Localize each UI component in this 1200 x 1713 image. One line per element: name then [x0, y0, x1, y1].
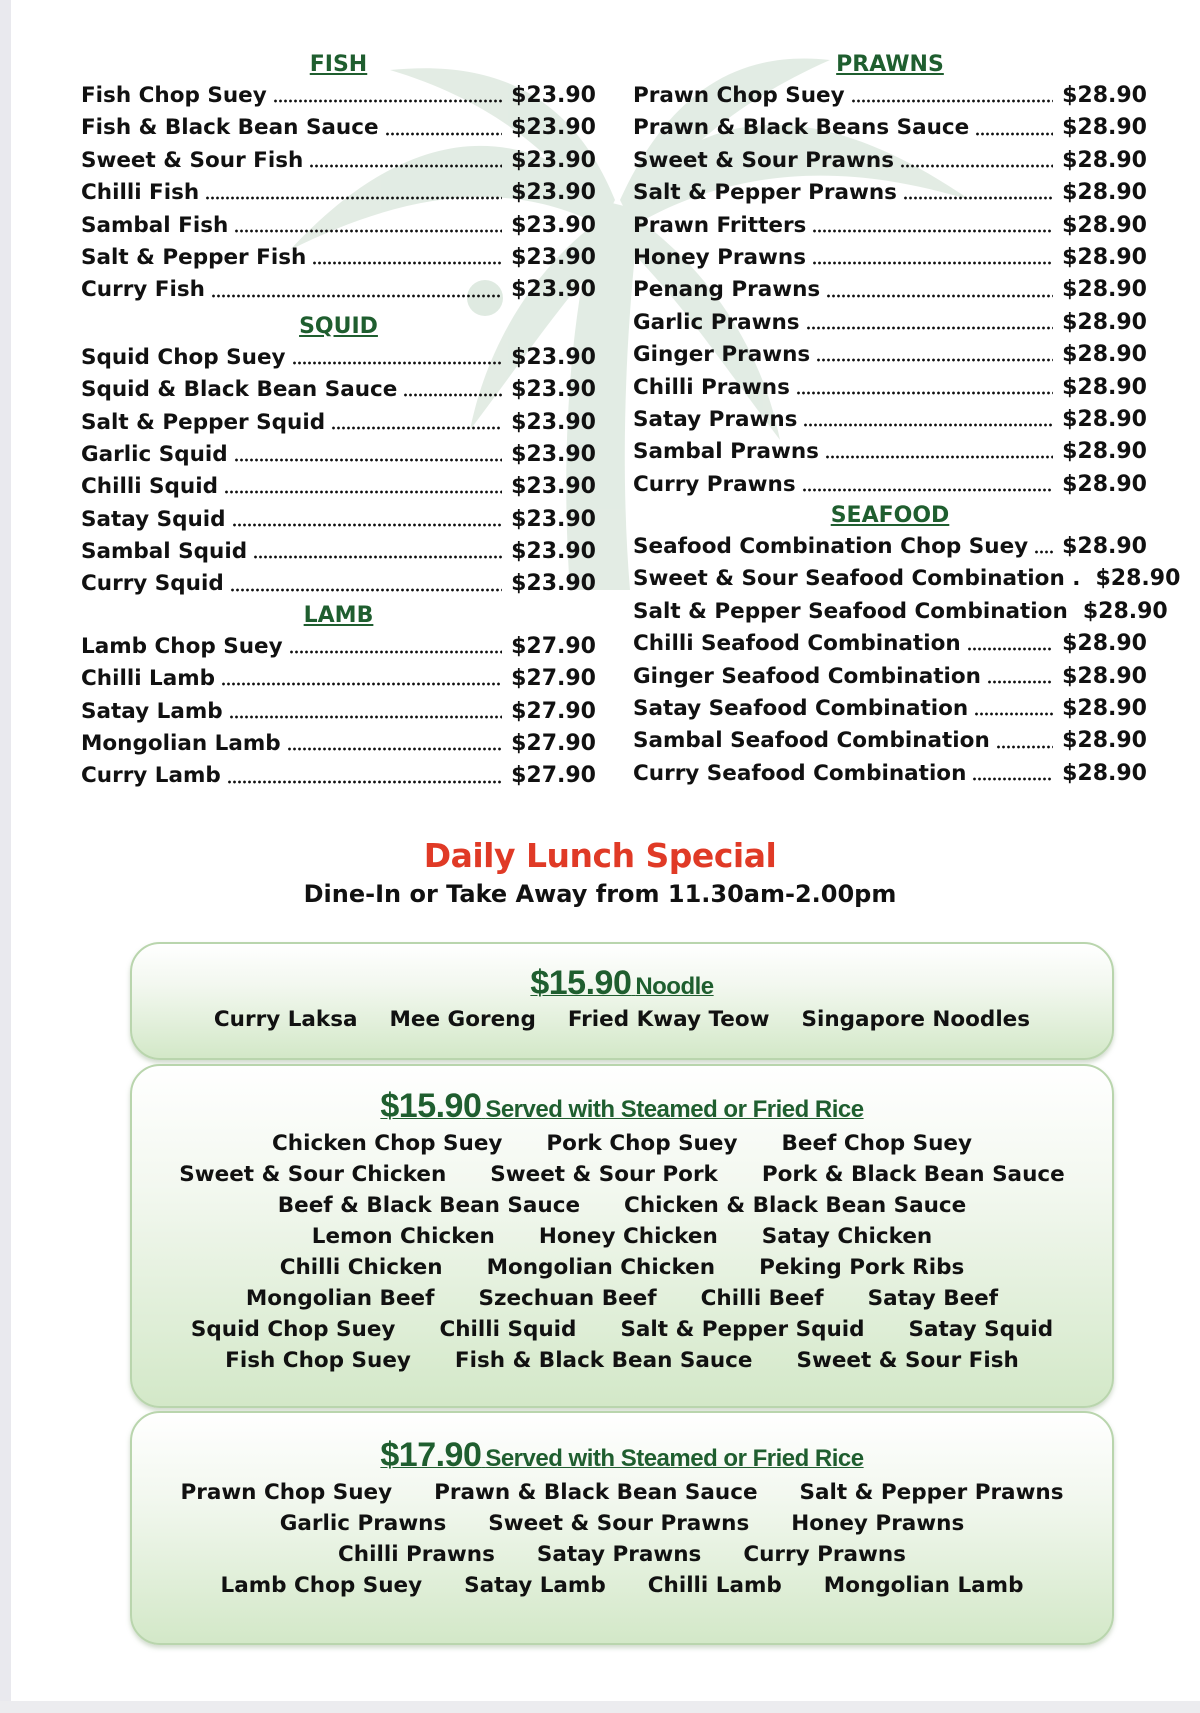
menu-item-price: $27.90 — [511, 763, 596, 789]
menu-item-price: $28.90 — [1062, 342, 1147, 368]
special-dish: Chilli Prawns — [338, 1542, 495, 1567]
menu-item-price: $27.90 — [511, 731, 596, 757]
dot-leader — [232, 523, 502, 527]
menu-item-name: Ginger Prawns — [633, 342, 811, 368]
menu-item-price: $23.90 — [511, 244, 596, 270]
menu-item — [81, 536, 596, 568]
menu-item — [633, 436, 1147, 468]
special-dish: Peking Pork Ribs — [759, 1255, 965, 1280]
dot-leader — [205, 196, 502, 200]
menu-item — [81, 145, 596, 177]
menu-item — [633, 628, 1147, 660]
menu-item-name: Satay Squid — [81, 506, 226, 532]
menu-item-price: $28.90 — [1062, 277, 1147, 303]
rice-1590-special-label: Served with Steamed or Fried Rice — [485, 1096, 864, 1123]
dot-leader — [230, 588, 502, 592]
menu-item-name: Honey Prawns — [633, 244, 806, 270]
menu-item-price: $28.90 — [1082, 598, 1168, 624]
menu-item-name: Salt & Pepper Seafood Combination — [633, 598, 1068, 624]
menu-item — [81, 342, 596, 374]
menu-item-name: Sweet & Sour Seafood Combination . — [633, 566, 1081, 592]
special-dish: Beef & Black Bean Sauce — [277, 1193, 581, 1218]
special-dish: Mongolian Lamb — [823, 1573, 1024, 1598]
menu-item — [81, 663, 596, 695]
special-dish: Mee Goreng — [389, 1007, 536, 1032]
special-row — [132, 1159, 1112, 1190]
special-dish: Singapore Noodles — [801, 1007, 1031, 1032]
menu-item — [633, 469, 1147, 501]
special-dish: Garlic Prawns — [279, 1511, 447, 1536]
menu-item — [633, 404, 1147, 436]
menu-item-price: $28.90 — [1062, 244, 1147, 270]
special-dish: Chilli Squid — [439, 1317, 577, 1342]
menu-item-name: Sweet & Sour Fish — [81, 147, 304, 173]
menu-item — [81, 728, 596, 760]
special-dish: Satay Chicken — [761, 1224, 933, 1249]
menu-item-name: Chilli Fish — [81, 180, 200, 206]
special-dish: Fried Kway Teow — [567, 1007, 770, 1032]
special-dish: Pork & Black Bean Sauce — [761, 1162, 1065, 1187]
dot-leader — [812, 261, 1053, 265]
dot-leader — [972, 777, 1053, 781]
dot-leader — [803, 423, 1053, 427]
dot-leader — [796, 391, 1053, 395]
menu-item — [81, 439, 596, 471]
dot-leader — [273, 99, 502, 103]
menu-item — [633, 372, 1147, 404]
menu-item — [81, 177, 596, 209]
menu-item-price: $28.90 — [1062, 471, 1147, 497]
menu-item-price: $23.90 — [511, 506, 596, 532]
special-row — [132, 1508, 1112, 1539]
special-row — [132, 1252, 1112, 1283]
menu-item-price: $28.90 — [1062, 115, 1147, 141]
rice-1790-special-label: Served with Steamed or Fried Rice — [485, 1445, 864, 1472]
menu-item-price: $23.90 — [511, 409, 596, 435]
lamb-list — [81, 631, 596, 793]
menu-item-price: $23.90 — [511, 571, 596, 597]
rice-1790-special-box — [130, 1411, 1114, 1645]
menu-item-name: Prawn & Black Beans Sauce — [633, 115, 970, 141]
special-row — [132, 1477, 1112, 1508]
menu-item-price: $28.90 — [1062, 374, 1147, 400]
special-dish: Beef Chop Suey — [781, 1131, 972, 1156]
menu-item-name: Curry Seafood Combination — [633, 760, 967, 786]
menu-item-name: Squid & Black Bean Sauce — [81, 377, 398, 403]
special-dish: Chilli Lamb — [647, 1573, 782, 1598]
menu-item-name: Chilli Seafood Combination — [633, 631, 961, 657]
menu-item — [81, 504, 596, 536]
menu-item — [633, 693, 1147, 725]
special-dish: Sweet & Sour Prawns — [488, 1511, 750, 1536]
menu-item-name: Squid Chop Suey — [81, 344, 286, 370]
menu-item-name: Salt & Pepper Squid — [81, 409, 326, 435]
special-dish: Mongolian Chicken — [486, 1255, 716, 1280]
menu-item-name: Curry Lamb — [81, 763, 221, 789]
special-dish: Honey Prawns — [791, 1511, 965, 1536]
menu-item-name: Curry Squid — [81, 571, 224, 597]
dot-leader — [403, 393, 502, 397]
dot-leader — [996, 745, 1053, 749]
menu-item — [81, 407, 596, 439]
menu-item — [81, 80, 596, 112]
menu-item-price: $27.90 — [511, 698, 596, 724]
menu-item — [633, 758, 1147, 790]
special-dish: Chilli Beef — [700, 1286, 824, 1311]
page-edge-bottom — [0, 1701, 1200, 1713]
menu-item-name: Sambal Fish — [81, 212, 229, 238]
special-dish: Salt & Pepper Prawns — [799, 1480, 1064, 1505]
menu-item-price: $23.90 — [511, 83, 596, 108]
section-title-prawns: PRAWNS — [836, 52, 944, 77]
dot-leader — [287, 747, 502, 751]
menu-item — [633, 242, 1147, 274]
dot-leader — [1034, 550, 1053, 554]
menu-item — [81, 112, 596, 144]
menu-item-name: Prawn Fritters — [633, 212, 807, 238]
special-dish: Fish & Black Bean Sauce — [454, 1348, 753, 1373]
menu-item-name: Ginger Seafood Combination — [633, 663, 981, 689]
menu-item-price: $28.90 — [1062, 212, 1147, 238]
menu-item-price: $27.90 — [511, 633, 596, 659]
menu-item — [81, 568, 596, 600]
dot-leader — [967, 647, 1053, 651]
dot-leader — [987, 680, 1053, 684]
menu-item-name: Lamb Chop Suey — [81, 633, 283, 659]
dot-leader — [229, 715, 502, 719]
menu-item-name: Prawn Chop Suey — [633, 83, 845, 108]
menu-item — [633, 210, 1147, 242]
special-row — [132, 1314, 1112, 1345]
menu-item-name: Satay Prawns — [633, 406, 798, 432]
rice-1790-special-items — [132, 1477, 1112, 1601]
menu-item-name: Satay Seafood Combination — [633, 696, 969, 722]
dot-leader — [806, 326, 1053, 330]
menu-item-name: Sambal Seafood Combination — [633, 728, 990, 754]
dot-leader — [974, 712, 1053, 716]
menu-item-name: Garlic Prawns — [633, 309, 800, 335]
special-dish: Chilli Chicken — [279, 1255, 443, 1280]
lunch-special-hours: Dine-In or Take Away from 11.30am-2.00pm — [303, 880, 897, 908]
special-row — [132, 1283, 1112, 1314]
menu-item-price: $28.90 — [1062, 147, 1147, 173]
special-dish: Satay Prawns — [536, 1542, 702, 1567]
menu-item-price: $28.90 — [1095, 566, 1181, 592]
menu-item-name: Fish Chop Suey — [81, 83, 267, 108]
menu-item-price: $23.90 — [511, 441, 596, 467]
dot-leader — [851, 99, 1053, 103]
prawns-list — [633, 80, 1147, 501]
menu-item-price: $28.90 — [1062, 631, 1147, 657]
dot-leader — [224, 490, 502, 494]
menu-item-name: Salt & Pepper Fish — [81, 244, 307, 270]
menu-item-name: Sweet & Sour Prawns — [633, 147, 894, 173]
special-dish: Fish Chop Suey — [225, 1348, 411, 1373]
menu-item-price: $28.90 — [1062, 663, 1147, 689]
menu-item-price: $23.90 — [511, 180, 596, 206]
dot-leader — [253, 555, 502, 559]
dot-leader — [312, 261, 502, 265]
special-dish: Chicken & Black Bean Sauce — [624, 1193, 967, 1218]
special-dish: Prawn Chop Suey — [180, 1480, 393, 1505]
dot-leader — [292, 361, 502, 365]
special-dish: Satay Squid — [908, 1317, 1054, 1342]
rice-1590-special-title — [132, 1084, 1112, 1128]
special-dish: Mongolian Beef — [245, 1286, 435, 1311]
noodle-special-price: $15.90 — [530, 964, 632, 1002]
dot-leader — [385, 132, 502, 136]
menu-item-price: $28.90 — [1062, 439, 1147, 465]
special-dish: Salt & Pepper Squid — [620, 1317, 865, 1342]
noodle-special-box — [130, 942, 1114, 1060]
menu-item-name: Seafood Combination Chop Suey — [633, 534, 1029, 560]
special-dish: Sweet & Sour Fish — [796, 1348, 1019, 1373]
menu-item-name: Mongolian Lamb — [81, 731, 281, 757]
noodle-special-items — [132, 1004, 1112, 1035]
dot-leader — [227, 780, 502, 784]
squid-list — [81, 342, 596, 601]
menu-item-name: Garlic Squid — [81, 441, 228, 467]
dot-leader — [331, 426, 502, 430]
dot-leader — [289, 650, 502, 654]
menu-item-price: $23.90 — [511, 344, 596, 370]
menu-item — [633, 531, 1147, 563]
menu-item — [633, 339, 1147, 371]
menu-item-name: Sambal Prawns — [633, 439, 819, 465]
menu-item-price: $23.90 — [511, 277, 596, 303]
menu-item — [633, 725, 1147, 757]
menu-item-name: Satay Lamb — [81, 698, 223, 724]
special-dish: Sweet & Sour Chicken — [179, 1162, 447, 1187]
menu-item — [633, 145, 1147, 177]
special-row — [132, 1221, 1112, 1252]
menu-item — [633, 177, 1147, 209]
dot-leader — [234, 458, 502, 462]
menu-item — [633, 563, 1181, 595]
special-dish: Squid Chop Suey — [190, 1317, 396, 1342]
rice-1790-special-price: $17.90 — [380, 1436, 482, 1474]
lunch-special-title: Daily Lunch Special — [423, 836, 777, 875]
menu-item — [81, 760, 596, 792]
fish-list — [81, 80, 596, 307]
rice-1790-special-title — [132, 1433, 1112, 1477]
dot-leader — [825, 455, 1053, 459]
dot-leader — [309, 164, 502, 168]
menu-item-price: $28.90 — [1062, 696, 1147, 722]
special-dish: Chicken Chop Suey — [272, 1131, 503, 1156]
special-row — [132, 1128, 1112, 1159]
menu-item — [81, 374, 596, 406]
menu-item-price: $28.90 — [1062, 309, 1147, 335]
special-dish: Szechuan Beef — [478, 1286, 657, 1311]
menu-left-column — [81, 50, 596, 793]
menu-item — [633, 307, 1147, 339]
special-row — [132, 1345, 1112, 1376]
menu-item — [81, 471, 596, 503]
section-title-fish: FISH — [309, 52, 368, 77]
menu-item-name: Chilli Prawns — [633, 374, 790, 400]
special-dish: Sweet & Sour Pork — [490, 1162, 718, 1187]
menu-item — [81, 696, 596, 728]
dot-leader — [900, 164, 1053, 168]
menu-item — [81, 242, 596, 274]
menu-item-price: $23.90 — [511, 539, 596, 565]
section-title-seafood: SEAFOOD — [830, 503, 950, 529]
menu-item — [81, 631, 596, 663]
special-row — [132, 1570, 1112, 1601]
section-title-lamb: LAMB — [303, 602, 374, 628]
menu-item-price: $28.90 — [1062, 406, 1147, 432]
special-dish: Satay Beef — [867, 1286, 999, 1311]
menu-item-name: Penang Prawns — [633, 277, 821, 303]
special-row — [132, 1190, 1112, 1221]
menu-item-price: $28.90 — [1062, 534, 1147, 560]
menu-item-price: $23.90 — [511, 474, 596, 500]
menu-item-name: Fish & Black Bean Sauce — [81, 115, 379, 141]
menu-item-price: $27.90 — [511, 666, 596, 692]
dot-leader — [211, 294, 502, 298]
special-dish: Lamb Chop Suey — [220, 1573, 423, 1598]
menu-item — [81, 274, 596, 306]
special-dish: Satay Lamb — [464, 1573, 606, 1598]
menu-item-name: Salt & Pepper Prawns — [633, 180, 897, 206]
special-dish: Curry Prawns — [743, 1542, 906, 1567]
special-row — [132, 1539, 1112, 1570]
menu-item-price: $28.90 — [1062, 180, 1147, 206]
menu-item — [633, 596, 1168, 628]
dot-leader — [221, 682, 502, 686]
dot-leader — [802, 488, 1053, 492]
menu-item-name: Chilli Squid — [81, 474, 218, 500]
menu-item — [633, 661, 1147, 693]
menu-item-price: $23.90 — [511, 212, 596, 238]
menu-item-name: Chilli Lamb — [81, 666, 216, 692]
menu-item-price: $23.90 — [511, 147, 596, 173]
menu-item-price: $28.90 — [1062, 728, 1147, 754]
dot-leader — [812, 229, 1053, 233]
dot-leader — [975, 132, 1053, 136]
noodle-special-label: Noodle — [635, 973, 714, 1000]
menu-item — [633, 274, 1147, 306]
special-dish: Honey Chicken — [538, 1224, 718, 1249]
special-dish: Prawn & Black Bean Sauce — [434, 1480, 758, 1505]
noodle-special-title — [132, 962, 1112, 1004]
special-dish: Lemon Chicken — [311, 1224, 495, 1249]
special-dish: Pork Chop Suey — [546, 1131, 738, 1156]
seafood-list — [633, 531, 1181, 790]
dot-leader — [903, 196, 1053, 200]
section-title-squid: SQUID — [299, 313, 378, 339]
rice-1590-special-items — [132, 1128, 1112, 1376]
menu-item-name: Curry Fish — [81, 277, 205, 303]
menu-item-price: $23.90 — [511, 115, 596, 141]
menu-item-price: $28.90 — [1062, 83, 1147, 108]
menu-right-column — [633, 50, 1181, 790]
menu-item-price: $28.90 — [1062, 760, 1147, 786]
menu-item — [633, 112, 1147, 144]
special-row — [132, 1004, 1112, 1035]
menu-item — [633, 80, 1147, 112]
dot-leader — [234, 229, 502, 233]
menu-item-name: Sambal Squid — [81, 539, 248, 565]
rice-1590-special-price: $15.90 — [380, 1087, 482, 1125]
menu-item-name: Curry Prawns — [633, 471, 796, 497]
dot-leader — [816, 358, 1053, 362]
menu-item-price: $23.90 — [511, 377, 596, 403]
special-dish: Curry Laksa — [213, 1007, 358, 1032]
rice-1590-special-box — [130, 1064, 1114, 1408]
menu-item — [81, 210, 596, 242]
dot-leader — [826, 294, 1053, 298]
